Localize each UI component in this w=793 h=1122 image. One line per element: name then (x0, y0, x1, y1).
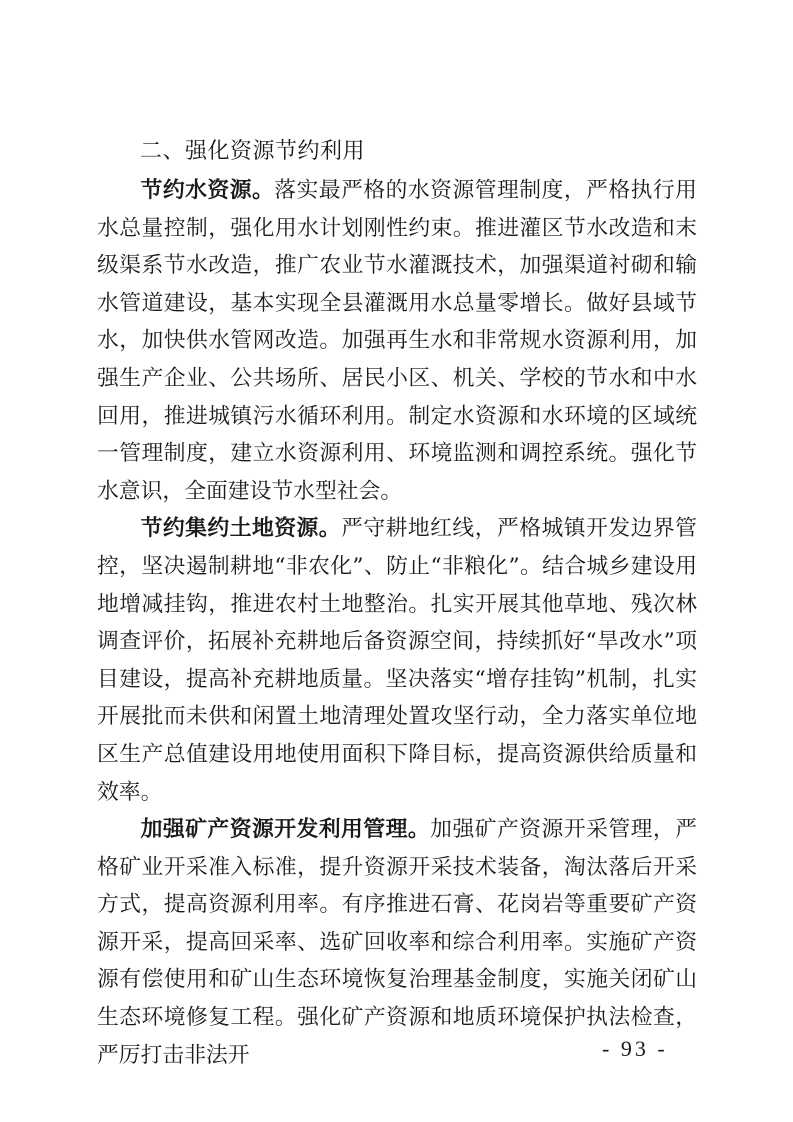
paragraph-body: 落实最严格的水资源管理制度，严格执行用水总量控制，强化用水计划刚性约束。推进灌区节水改造和末级渠系节水改造，推广农业节水灌溉技术，加强渠道衬砌和输水管道建设，基本实现全县灌溉用水总量零增长。做好县域节水，加快供水管网改造。加强再生水和非常规水资源利用，加强生产企业、公共场所、居民小区、机关、学校的节水和中水回用，推进城镇污水循环利用。制定水资源和水环境的区域统一管理制度，建立水资源利用、环境监测和调控系统。强化节水意识，全面建设节水型社会。 (97, 178, 697, 504)
paragraph-mineral-resources (97, 811, 697, 1074)
body-text (97, 172, 697, 1074)
page-number: - 93 - (602, 1036, 668, 1061)
paragraph-lead: 加强矿产资源开发利用管理。 (140, 817, 431, 843)
paragraph-land-resources (97, 510, 697, 811)
paragraph-lead: 节约集约土地资源。 (140, 516, 342, 542)
paragraph-lead: 节约水资源。 (140, 178, 275, 203)
paragraph-water-resources (97, 172, 697, 510)
section-heading: 二、强化资源节约利用 (140, 139, 366, 164)
paragraph-body: 加强矿产资源开采管理，严格矿业开采准入标准，提升资源开采技术装备，淘汰落后开采方式，提高资源利用率。有序推进石膏、花岗岩等重要矿产资源开采，提高回采率、选矿回收率和综合利用率。实施矿产资源有偿使用和矿山生态环境恢复治理基金制度，实施关闭矿山生态环境修复工程。强化矿产资源和地质环境保护执法检查，严厉打击非法开 (97, 817, 697, 1068)
paragraph-body: 严守耕地红线，严格城镇开发边界管控，坚决遏制耕地“非农化”、防止“非粮化”。结合城乡建设用地增减挂钩，推进农村土地整治。扎实开展其他草地、残次林调查评价，拓展补充耕地后备资源空间，持续抓好“旱改水”项目建设，提高补充耕地质量。坚决落实“增存挂钩”机制，扎实开展批而未供和闲置土地清理处置攻坚行动，全力落实单位地区生产总值建设用地使用面积下降目标，提高资源供给质量和效率。 (97, 516, 697, 805)
